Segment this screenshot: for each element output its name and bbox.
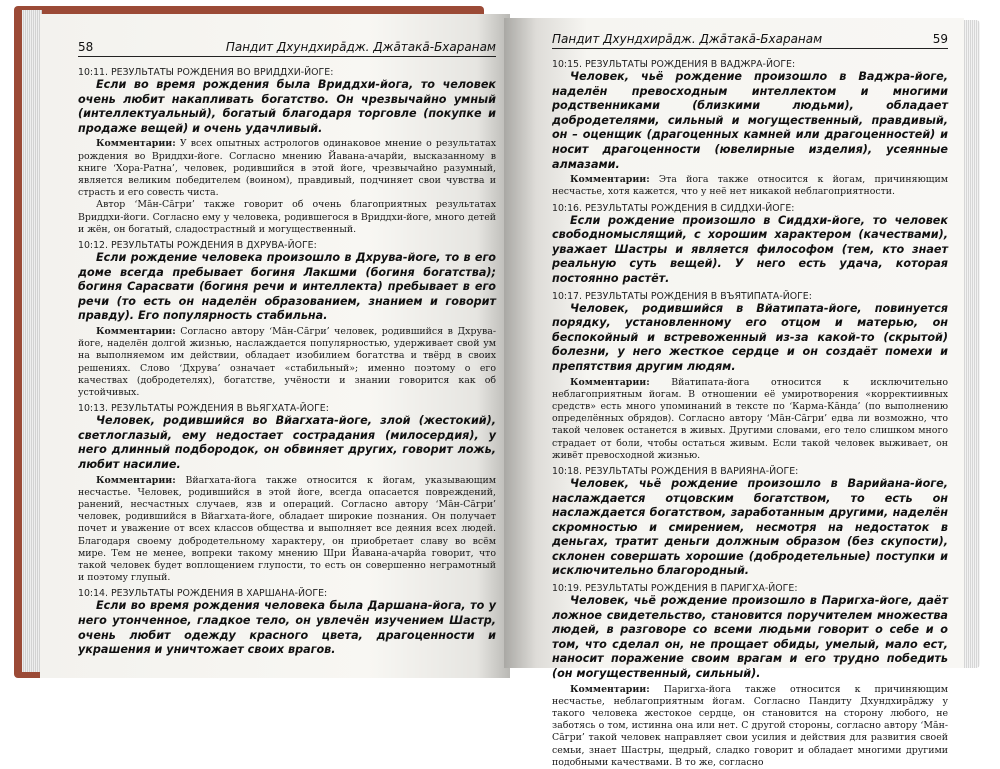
commentary-text: Вйатипата-йога относится к исключительно неблагоприятным йогам. В отношении её умиротворения «корректиивных средств» есть много упоминаний в тексте по ‘Карма-Ка̄нда’ (по выполнению определённых обрядов). Согласно автору ‘Ма̄н-Са̄гри’ едва ли возможно, что такой человек останется в живых. Другими словами, его тело слишком много страдает от боли, чтобы остаться живым. Если такой человек выживает, он живёт превосходной жизнью.: [552, 376, 948, 461]
commentary-label: Комментарии:: [96, 138, 176, 150]
page-number: 58: [78, 40, 94, 54]
commentary-text: Паригха-йога также относится к причиняющим несчастье, неблагоприятным йогам. Согласно Пандиту Дхундхира̄джу у такого человека жестокое сердце, он становится на сторону любого, не заботясь о том, истинна она или нет. С другой стороны, согласно автору ‘Ма̄н-Са̄гри’ такой человек направляет свои усилия и действия для развития своей семьи, знает Шастры, щедрый, сладко говорит и обладает многими другими подобными качествами. В то же, согласно: [552, 683, 948, 768]
section-heading: 10:14. РЕЗУЛЬТАТЫ РОЖДЕНИЯ В ХАРШАНА-ЙОГЕ:: [78, 588, 328, 600]
section-10-16: [552, 203, 948, 287]
left-running-header: [78, 40, 496, 57]
commentary: [552, 377, 948, 462]
running-head-title: Пандит Дхундхира̄дж. Джа̄така̄-Бхаранам: [552, 32, 823, 46]
commentary: [78, 138, 496, 236]
verse-text: Человек, чьё рождение произошло в Паригха-йоге, даёт ложное свидетельство, становится поручителем множества людей, в разговоре со всеми людьми говорит о себе и о том, что сделал он, не прощает обиды, умелый, мало ест, наносит поражение своим врагам и его трудно победить (он могущественный, сильный).: [552, 594, 948, 681]
section-heading: 10:13. РЕЗУЛЬТАТЫ РОЖДЕНИЯ В ВЬЯГХАТА-ЙОГЕ:: [78, 403, 329, 415]
section-10-15: [552, 59, 948, 199]
verse-text: Человек, чьё рождение произошло в Варийана-йоге, наслаждается отцовским богатством, то есть он наслаждается богатством, заработанным другими, наделён скромностью и смирением, несмотря на недостаток в деньгах, тратит деньги должным образом (без скупости), склонен совершать хорошие (добродетельные) поступки и исключительно благородный.: [552, 476, 948, 578]
left-page-edges: [22, 10, 42, 672]
page-number: 59: [932, 32, 948, 46]
commentary: [552, 684, 948, 769]
section-10-14: [78, 588, 496, 657]
commentary-text: Согласно автору ‘Ма̄н-Са̄гри’ человек, родившийся в Дхрува-йоге, наделён долгой жизнью, наслаждается популярностью, удерживает свой ум на выполняемом им действии, обладает изобилием богатства и твёрд в своих решениях. Слово ‘Дхрува’ означает «стабильный»; именно поэтому о его качествах (добродетелях), богатстве, учёности и знании говорится как об устойчивых.: [78, 325, 497, 398]
right-page: [504, 18, 964, 768]
section-10-18: [552, 466, 948, 579]
verse-text: Если во время рождения человека была Даршана-йога, то у него утонченное, гладкое тело, он увлечён изучением Шастр, очень любит одежду красного цвета, драгоценности и украшения и уничтожает своих врагов.: [78, 599, 496, 657]
section-heading: 10:15. РЕЗУЛЬТАТЫ РОЖДЕНИЯ В ВАДЖРА-ЙОГЕ:: [552, 59, 796, 70]
verse-text: Если рождение произошло в Сиддхи-йоге, то человек свободномыслящий, с хорошим характером (качествами), уважает Шастры и является философом (тем, кто знает реальную суть вещей). У него есть удача, которая постоянно растёт.: [552, 213, 948, 285]
running-head-title: Пандит Дхундхира̄дж. Джа̄така̄-Бхаранам: [225, 40, 496, 54]
commentary-label: Комментарии:: [570, 376, 650, 388]
commentary-label: Комментарии:: [96, 474, 176, 486]
commentary-label: Комментарии:: [96, 325, 176, 337]
section-10-19: [552, 583, 948, 769]
left-page: [40, 14, 510, 678]
section-10-11: [78, 67, 496, 236]
section-heading: 10:16. РЕЗУЛЬТАТЫ РОЖДЕНИЯ В СИДДХИ-ЙОГЕ:: [552, 202, 795, 214]
section-10-12: [78, 240, 496, 399]
section-10-17: [552, 291, 948, 462]
commentary-text: У всех опытных астрологов одинаковое мнение о результатах рождения во Вриддхи-йоге. Согласно мнению Йавана-ачарйи, высказанному в книге ‘Хора-Ратна’, человек, родившийся в этой йоге, чрезвычайно разумный, является великим победителем (воином), правдивый, подчиняет свои чувства и страсть и его совесть чиста.: [78, 138, 496, 199]
verse-text: Человек, родившийся во Вйагхата-йоге, злой (жестокий), светлоглазый, ему недостает сострадания (милосердия), у него длинный подбородок, он обвиняет других, говорит ложь, любит насилие.: [78, 414, 496, 471]
verse-text: Человек, чьё рождение произошло в Ваджра-йоге, наделён превосходным интеллектом и многими родственниками (близкими людьми), обладает добродетелями, сильный и могущественный, правдивый, он – оценщик (драгоценных камней или драгоценностей) и носит драгоценности (ювелирные изделия), усеянные алмазами.: [552, 70, 948, 171]
commentary-text: Вйагхата-йога также относится к йогам, указывающим несчастье. Человек, родившийся в этой йоге, всегда опасается повреждений, ранений, несчастных случаев, язв и операций. Согласно автору ‘Ма̄н-Са̄гри’ человек, родившийся в Вйагхата-йоге, обладает широкие познания. Он получает почет и уважение от всех классов общества и выполняет все деяния всех людей. Благодаря своему добродетельному характеру, он приобретает славу во всём мире. Тем не менее, вопреки такому мнению Шри Йавана-ачарйа говорит, что такой человек будет воплощением глупости, то есть он совершенно неграмотный и поэтому глупый.: [78, 474, 496, 584]
left-page-content: [78, 40, 496, 670]
section-10-13: [78, 403, 496, 584]
verse-text: Если во время рождения была Вриддхи-йога, то человек очень любит накапливать богатство. Он чрезвычайно умный (интеллектуальный), богатый благодаря торговле (покупке и продаже вещей) и очень удачливый.: [78, 78, 496, 135]
section-heading: 10:11. РЕЗУЛЬТАТЫ РОЖДЕНИЯ ВО ВРИДДХИ-ЙОГЕ:: [78, 67, 334, 78]
commentary-label: Комментарии:: [570, 174, 650, 186]
commentary-label: Комментарии:: [570, 683, 650, 695]
commentary: [552, 174, 948, 198]
verse-text: Если рождение человека произошло в Дхрува-йоге, то в его доме всегда пребывает богиня Лакшми (богиня богатства); богиня Сарасвати (богиня речи и интеллекта) пребывает в его речи (то есть он наделён образованием, знанием и говорит правду). Его популярность стабильна.: [78, 251, 496, 323]
commentary-text-2: Автор ‘Ма̄н-Са̄гри’ также говорит об очень благоприятных результатах Вриддхи-йоги. Согласно ему у человека, родившегося в Вриддхи-йоге, много детей и жён, он богатый, сладострастный и могущественный.: [78, 199, 496, 235]
right-running-header: [552, 32, 948, 49]
section-heading: 10:18. РЕЗУЛЬТАТЫ РОЖДЕНИЯ В ВАРИЯНА-ЙОГЕ:: [552, 465, 799, 477]
verse-text: Человек, родившийся в Вйатипата-йоге, повинуется порядку, установленному его отцом и матерью, он беспокойный и встревоженный из-за какой-то (скрытой) болезни, у него жесткое сердце и он создаёт помехи и препятствия другим людям.: [552, 301, 948, 373]
commentary: [78, 326, 496, 399]
right-page-content: [552, 32, 948, 768]
commentary-text: Эта йога также относится к йогам, причиняющим несчастье, хотя кажется, что у неё нет никакой неблагоприятности.: [552, 174, 948, 198]
section-heading: 10:12. РЕЗУЛЬТАТЫ РОЖДЕНИЯ В ДХРУВА-ЙОГЕ:: [78, 240, 317, 251]
right-page-edges: [962, 20, 980, 668]
section-heading: 10:17. РЕЗУЛЬТАТЫ РОЖДЕНИЯ В ВЪЯТИПАТА-ЙОГЕ:: [552, 290, 812, 302]
commentary: [78, 475, 496, 585]
section-heading: 10:19. РЕЗУЛЬТАТЫ РОЖДЕНИЯ В ПАРИГХА-ЙОГЕ:: [552, 583, 798, 595]
